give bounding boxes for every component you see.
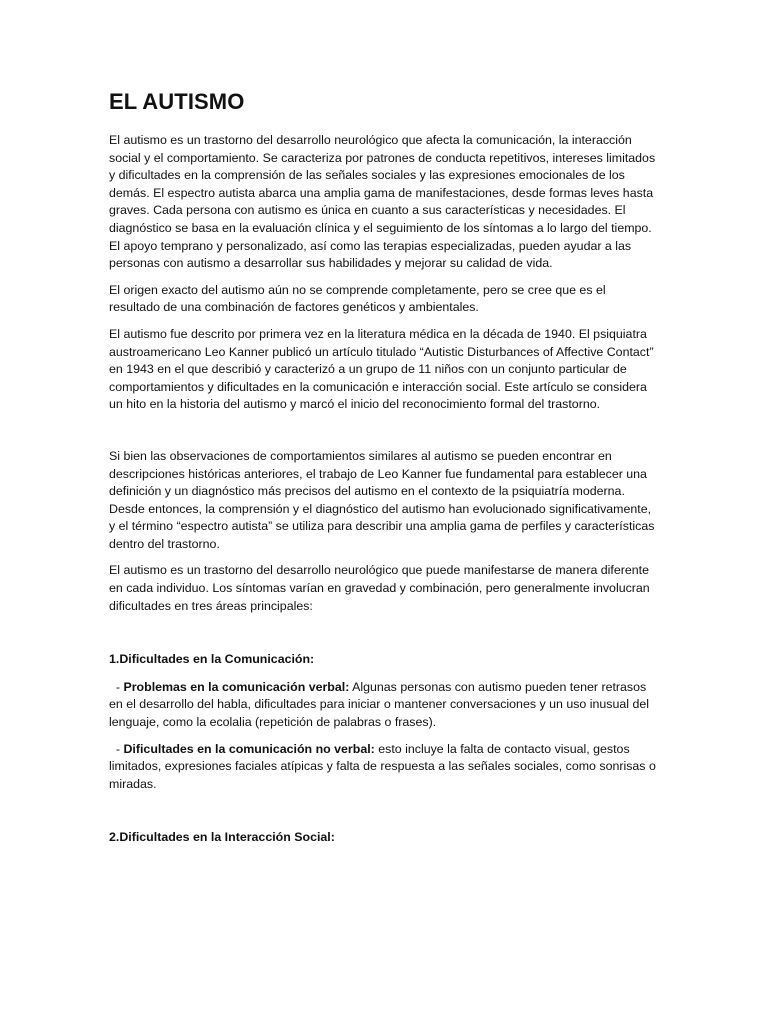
paragraph-gap [109, 423, 659, 448]
symptoms-paragraph: El autismo es un trastorno del desarrollo neurológico que puede manifestarse de manera diferente en cada individuo. Los síntomas varían en gravedad y combinación, pero generalmente involucran dificultades en tres áreas principales: [109, 563, 650, 613]
list-item-prefix: - [109, 741, 124, 756]
document-title: EL AUTISMO [109, 89, 245, 114]
document-body [109, 88, 659, 857]
list-item-text: esto incluye la falta de contacto visual, gestos limitados, expresiones faciales atípicas y falta de respuesta a las señales sociales, como sonrisas o miradas. [109, 741, 656, 791]
list-item-lead: Problemas en la comunicación verbal: [123, 679, 350, 694]
section-heading-communication: 1.Dificultades en la Comunicación: [109, 652, 315, 667]
history-paragraph: El autismo fue descrito por primera vez en la literatura médica en la década de 1940. El psiquiatra austroamericano Leo Kanner publicó un artículo titulado “Autistic Disturbances of Affective Contact” en 1943 en el que describió y caracterizó a un grupo de 11 niños con un conjunto particular de comportamientos y dificultades en la comunicación e interacción social. Este artículo se considera un hito en la historia del autismo y marcó el inicio del reconocimiento formal del trastorno. [109, 326, 654, 412]
section-gap [109, 802, 659, 829]
list-item-verbal [109, 679, 659, 732]
list-item-text: Algunas personas con autismo pueden tener retrasos en el desarrollo del habla, dificultades para iniciar o mantener conversaciones y un uso inusual del lenguaje, como la ecolalia (repetición de palabras o frases). [109, 679, 650, 730]
section-gap [109, 624, 659, 651]
list-item-lead: Dificultades en la comunicación no verbal: [123, 741, 375, 756]
intro-paragraph: El autismo es un trastorno del desarrollo neurológico que afecta la comunicación, la interacción social y el comportamiento. Se caracteriza por patrones de conducta repetitivos, intereses limitados y dificultades en la comprensión de las señales sociales y las expresiones emocionales de los demás. El espectro autista abarca una amplia gama de manifestaciones, desde formas leves hasta graves. Cada persona con autismo es única en cuanto a sus características y necesidades. El diagnóstico se basa en la evaluación clínica y el seguimiento de los síntomas a lo largo del tiempo. El apoyo temprano y personalizado, así como las terapias especializadas, pueden ayudar a las personas con autismo a desarrollar sus habilidades y mejorar su calidad de vida. [109, 133, 656, 271]
section-heading-social: 2.Dificultades en la Interacción Social: [109, 830, 335, 845]
kanner-paragraph: Si bien las observaciones de comportamientos similares al autismo se pueden encontrar en descripciones históricas anteriores, el trabajo de Leo Kanner fue fundamental para establecer una definición y un diagnóstico más precisos del autismo en el contexto de la psiquiatría moderna. Desde entonces, la comprensión y el diagnóstico del autismo han evolucionado significativamente, y el término “espectro autista” se utiliza para describir una amplia gama de perfiles y características dentro del trastorno. [109, 448, 655, 551]
list-item-prefix: - [109, 679, 124, 694]
list-item-nonverbal [109, 741, 659, 794]
origin-paragraph: El origen exacto del autismo aún no se comprende completamente, pero se cree que es el resultado de una combinación de factores genéticos y ambientales. [109, 282, 606, 315]
